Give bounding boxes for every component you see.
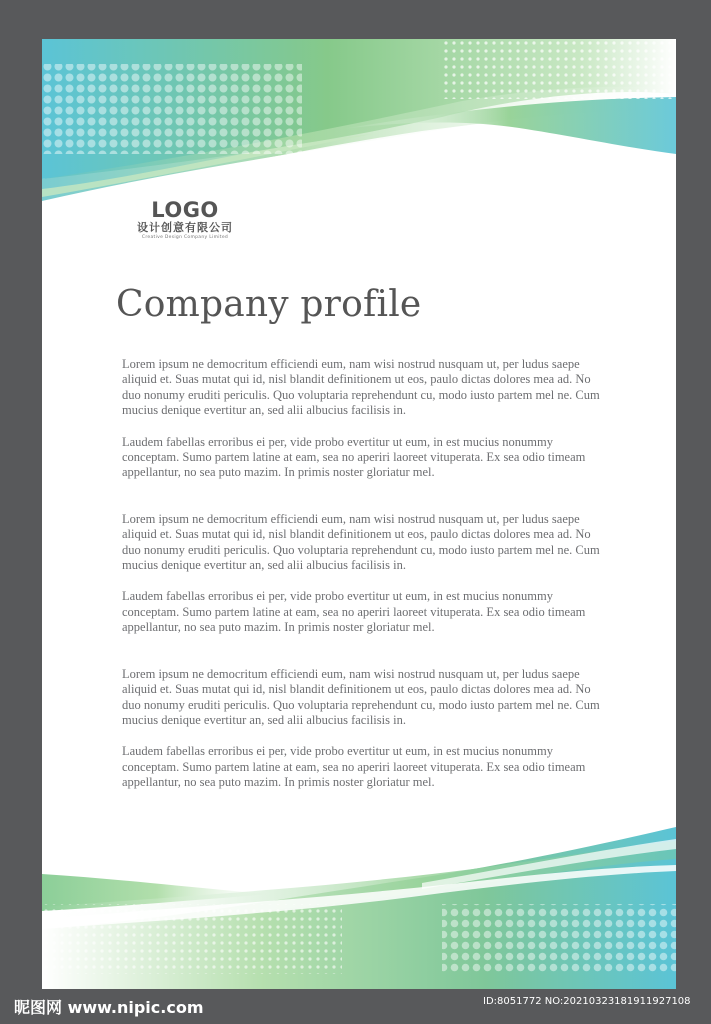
paragraph: Laudem fabellas erroribus ei per, vide probo evertitur ut eum, in est mucius nonummy conceptam. Sumo partem latine at eam, sea no aperiri laoreet vituperata. Ex sea odio timeam appellantur, no sea puto mazim. In primis noster gloriatur mel. xyxy=(122,434,586,480)
letterhead-sheet xyxy=(42,39,676,989)
watermark-id: ID:8051772 NO:20210323181911927108 xyxy=(483,996,691,1007)
company-logo xyxy=(120,199,250,241)
body-text xyxy=(122,357,602,791)
logo-english-name: Creative Design Company Limited xyxy=(141,235,229,240)
logo-text: LOGO xyxy=(151,198,219,222)
paragraph: Lorem ipsum ne democritum efficiendi eum, nam wisi nostrud nusquam ut, per ludus saepe aliquid et. Suas mutat qui id, nisl blandit definitionem ut eos, paulo dictas dolores mea ad. No duo nonumy eruditi periculis. Quo voluptaria reprehendunt cu, modo iusto partem mel ne. Cum mucius denique evertitur an, sed alii albucius facilisis in. xyxy=(122,357,600,418)
bottom-wave-decoration xyxy=(42,819,676,989)
page-title: Company profile xyxy=(116,284,422,325)
watermark-site: 昵图网 www.nipic.com xyxy=(14,998,204,1017)
paragraph: Lorem ipsum ne democritum efficiendi eum, nam wisi nostrud nusquam ut, per ludus saepe aliquid et. Suas mutat qui id, nisl blandit definitionem ut eos, paulo dictas dolores mea ad. No duo nonumy eruditi periculis. Quo voluptaria reprehendunt cu, modo iusto partem mel ne. Cum mucius denique evertitur an, sed alii albucius facilisis in. xyxy=(122,666,600,727)
logo-chinese-name: 设计创意有限公司 xyxy=(137,221,233,234)
top-wave-decoration xyxy=(42,39,676,222)
paragraph: Laudem fabellas erroribus ei per, vide probo evertitur ut eum, in est mucius nonummy conceptam. Sumo partem latine at eam, sea no aperiri laoreet vituperata. Ex sea odio timeam appellantur, no sea puto mazim. In primis noster gloriatur mel. xyxy=(122,744,586,790)
paragraph: Laudem fabellas erroribus ei per, vide probo evertitur ut eum, in est mucius nonummy conceptam. Sumo partem latine at eam, sea no aperiri laoreet vituperata. Ex sea odio timeam appellantur, no sea puto mazim. In primis noster gloriatur mel. xyxy=(122,589,586,635)
paragraph: Lorem ipsum ne democritum efficiendi eum, nam wisi nostrud nusquam ut, per ludus saepe aliquid et. Suas mutat qui id, nisl blandit definitionem ut eos, paulo dictas dolores mea ad. No duo nonumy eruditi periculis. Quo voluptaria reprehendunt cu, modo iusto partem mel ne. Cum mucius denique evertitur an, sed alii albucius facilisis in. xyxy=(122,511,600,573)
